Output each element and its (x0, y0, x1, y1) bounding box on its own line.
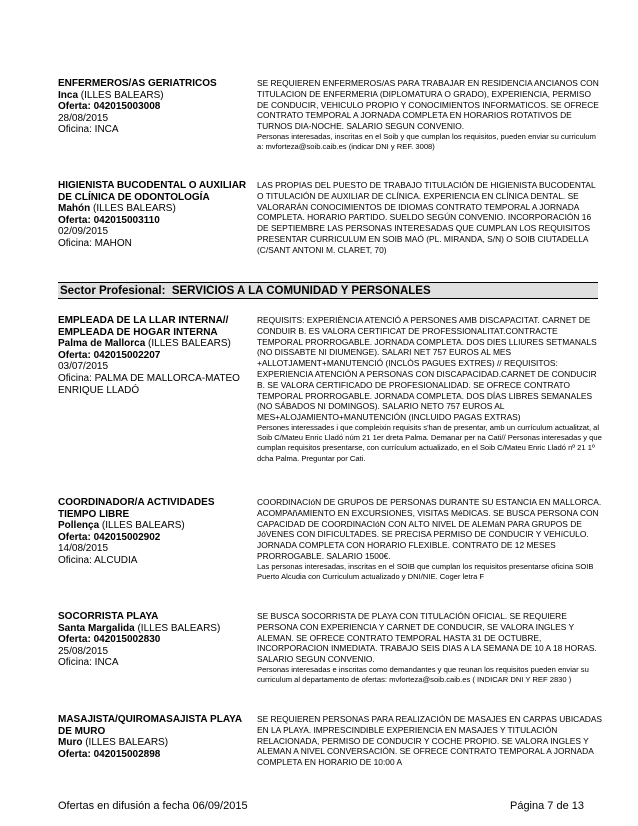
offer-number: 042015002207 (90, 349, 161, 361)
job-info (58, 78, 250, 136)
contact-text: Las personas interesadas, inscritas en el SOIB que cumplan los requisitos presentarse oficina SOIB Puerto Alcudia con Curriculum actualizado y DNI/NIE. Coger letra F (257, 561, 594, 581)
location-name: Inca (58, 89, 79, 101)
location-name: Mahón (58, 203, 91, 215)
contact-text: Personas interesadas e inscritas como demandantes y que reunan los requisitos pueden enviar su curriculum al departamento de ofertas: mvforteza@soib.caib.es ( INDICAR DNI Y REF 2830 ) (257, 664, 589, 685)
job-location (58, 623, 250, 635)
sector-header (58, 282, 598, 299)
job-title: HIGIENISTA BUCODENTAL O AUXILIAR DE CLÍNICA DE ODONTOLOGÍA (58, 180, 247, 203)
job-info (58, 611, 250, 669)
job-offer-number (58, 749, 250, 761)
job-description (257, 497, 602, 582)
job-location (58, 338, 250, 350)
job-info (58, 180, 250, 250)
job-offer (58, 315, 602, 463)
description-text: COORDINACIóN DE GRUPOS DE PERSONAS DURANTE SU ESTANCIA EN MALLORCA. ACOMPAñAMIENTO EN EXCURSIONES, VISITAS MéDICAS. SE BUSCA PERSONA CON CAPACIDAD DE COORDINACIóN CON ALTO NIVEL DE ALEMáN PARA GRUPOS DE JóVENES CON DIFICULTADES. SE PRECISA PERMISO DE CONDUCIR Y VEHíCULO. JORNADA COMPLETA CON HORARIO FLEXIBLE. CONTRATO DE 12 MESES PRORROGABLE. SALARIO 1500€. (257, 497, 602, 561)
job-date: 28/08/2015 (58, 112, 109, 124)
job-title: MASAJISTA/QUIROMASAJISTA PLAYA DE MURO (58, 714, 242, 737)
offer-label: Oferta: (58, 214, 91, 226)
offer-number: 042015003008 (90, 101, 161, 113)
job-location (58, 203, 250, 215)
contact-text: Personas interesadas, inscritas en el Soib y que cumplan los requisitos, pueden enviar su curriculum a: mvforteza@soib.caib.es (indicar DNI y REF. 3008) (257, 131, 596, 152)
job-date: 14/08/2015 (58, 543, 109, 555)
location-region: (ILLES BALEARS) (82, 737, 169, 749)
location-region: (ILLES BALEARS) (78, 89, 164, 101)
job-offer-number (58, 532, 250, 544)
offer-number: 042015002902 (90, 531, 161, 543)
job-office: Oficina: MAHON (58, 237, 132, 249)
location-region: (ILLES BALEARS) (99, 520, 185, 532)
job-location (58, 737, 250, 749)
page-number: Página 7 de 13 (509, 800, 584, 812)
job-title: SOCORRISTA PLAYA (58, 611, 159, 622)
job-offer-number (58, 350, 250, 362)
job-office: Oficina: ALCUDIA (58, 554, 138, 566)
offer-number: 042015002830 (90, 634, 161, 646)
job-info (58, 497, 250, 567)
job-offer-number (58, 101, 250, 113)
job-description (257, 611, 602, 685)
job-title: ENFERMEROS/AS GERIATRICOS (58, 78, 217, 89)
job-offer (58, 611, 598, 685)
description-text: SE BUSCA SOCORRISTA DE PLAYA CON TITULACIÓN OFICIAL. SE REQUIERE PERSONA CON EXPERIENCIA Y CARNET DE CONDUCIR, SE VALORA INGLES Y ALEMAN. SE OFRECE CONTRATO TEMPORAL HASTA 31 DE OCTUBRE, INCORPORACION INMEDIATA. TRABAJO SEIS DIAS A LA SEMANA DE 10 A 18 HORAS. SALARIO SEGUN CONVENIO. (257, 611, 597, 665)
description-text: SE REQUIEREN ENFERMEROS/AS PARA TRABAJAR EN RESIDENCIA ANCIANOS CON TITULACION DE ENFERMERIA (DIPLOMATURA O GRADO), EXPERIENCIA, PERMISO DE CONDUCIR, VEHICULO PROPIO Y CONOCIMIENTOS INFORMATICOS. SE OFRECE CONTRATO TEMPORAL A JORNADA COMPLETA EN HORARIOS ROTATIVOS DE TURNOS DIA-NOCHE. SALARIO SEGUN CONVENIO. (257, 78, 599, 132)
job-office: Oficina: PALMA DE MALLORCA-MATEO ENRIQUE LLADÓ (58, 372, 240, 396)
description-text: LAS PROPIAS DEL PUESTO DE TRABAJO TITULACIÓN DE HIGIENISTA BUCODENTAL O TITULACIÓN DE AUXILIAR DE CLÍNICA. EXPERIENCIA EN CLÍNICA DENTAL. SE VALORARÁN CONOCIMIENTOS DE IDIOMAS CONTRATO TEMPORAL A JORNADA COMPLETA. HORARIO PARTIDO. SUELDO SEGÚN CONVENIO. INCORPORACIÓN 16 DE SEPTIEMBRE LAS PERSONAS INTERESADAS QUE CUMPLAN LOS REQUISITOS PRESENTAR CURRICULUM EN SOIB MAÓ (PL. MIRANDA, S/N) O SOIB CIUTADELLA (C/SANT ANTONI M. CLARET, 70) (257, 180, 596, 255)
footer-date: Ofertas en difusión a fecha 06/09/2015 (58, 800, 248, 812)
job-description (257, 315, 602, 464)
offer-number: 042015002898 (90, 748, 161, 760)
location-name: Muro (58, 737, 83, 749)
job-location (58, 520, 250, 532)
job-info (58, 315, 250, 396)
job-office: Oficina: INCA (58, 657, 119, 669)
job-offer (58, 714, 603, 768)
job-title: COORDINADOR/A ACTIVIDADES TIEMPO LIBRE (58, 497, 215, 520)
job-description (257, 714, 602, 768)
job-date: 03/07/2015 (58, 361, 109, 373)
sector-name: SERVICIOS A LA COMUNIDAD Y PERSONALES (165, 285, 431, 297)
job-offer (58, 180, 598, 255)
offer-number: 042015003110 (90, 214, 160, 226)
job-info (58, 714, 250, 760)
job-date: 02/09/2015 (58, 226, 109, 238)
location-name: Pollença (58, 520, 100, 532)
job-offer-number (58, 215, 250, 227)
job-offer (58, 497, 602, 581)
job-date: 25/08/2015 (58, 645, 109, 657)
job-title: EMPLEADA DE LA LLAR INTERNA// EMPLEADA DE HOGAR INTERNA (58, 315, 229, 338)
location-region: (ILLES BALEARS) (90, 203, 176, 215)
job-offer (58, 78, 599, 152)
location-name: Palma de Mallorca (58, 338, 146, 350)
offer-label: Oferta: (58, 349, 91, 361)
sector-label: Sector Profesional: (60, 285, 166, 297)
description-text: REQUISITS: EXPERIÈNCIA ATENCIÓ A PERSONES AMB DISCAPACITAT. CARNET DE CONDUIR B. ES VALORA CERTIFICAT DE PROFESSIONALITAT.CONTRACTE TEMPORAL PRORROGABLE. JORNADA COMPLETA. DOS DIES LLIURES SETMANALS (NO DISSABTE NI DIUMENGE). SALARI NET 757 EUROS AL MES +ALLOTJAMENT+MANUTENCIÓ (INCLÒS PAGUES EXTRES) // REQUISITOS: EXPERIENCIA ATENCIÓN A PERSONAS CON DISCAPACIDAD.CARNET DE CONDUCIR B. SE VALORA CERTIFICADO DE PROFESIONALIDAD. SE OFRECE CONTRATO TEMPORAL PRORROGABLE. JORNADA COMPLETA. DOS DÍAS LIBRES SEMANALES (NO SÁBADOS NI DOMINGOS). SALARIO NETO 757 EUROS AL MES+ALOJAMIENTO+MANUTENCIÓN (INCLUIDO PAGAS EXTRAS) (257, 315, 597, 423)
offer-label: Oferta: (58, 531, 91, 543)
location-name: Santa Margalida (58, 622, 135, 634)
description-text: SE REQUIEREN PERSONAS PARA REALIZACIÓN DE MASAJES EN CARPAS UBICADAS EN LA PLAYA. IMPRESCINDIBLE EXPERIENCIA EN MASAJES Y TITULACIÓN RELACIONADA, PERMISO DE CONDUCIR Y COCHE PROPIO. SE VALORA INGLES Y ALEMAN A NIVEL CONVERSACIÓN. SE OFRECE CONTRATO TEMPORAL A JORNADA COMPLETA EN HORARIO DE 10:00 A (257, 714, 603, 768)
job-offer-number (58, 634, 250, 646)
location-region: (ILLES BALEARS) (134, 622, 221, 634)
offer-label: Oferta: (58, 634, 91, 646)
job-office: Oficina: INCA (58, 124, 119, 136)
offer-label: Oferta: (58, 101, 91, 113)
job-description (257, 180, 602, 256)
offer-label: Oferta: (58, 748, 91, 760)
job-location (58, 90, 250, 102)
contact-text: Persones interessades i que compleixin requisits s'han de presentar, amb un currículum actualitzat, al Soib C/Mateu Enric Lladó núm 21 1er dreta Palma. Demanar per na Cati// Personas interesadas y que cumplan requisitos presentarse, con currículum actualizado, en el Soib C/Mateu Enric Lladó nº 21 1º dcha Palma. Preguntar por Cati. (257, 422, 602, 463)
location-region: (ILLES BALEARS) (145, 338, 231, 350)
job-description (257, 78, 602, 152)
